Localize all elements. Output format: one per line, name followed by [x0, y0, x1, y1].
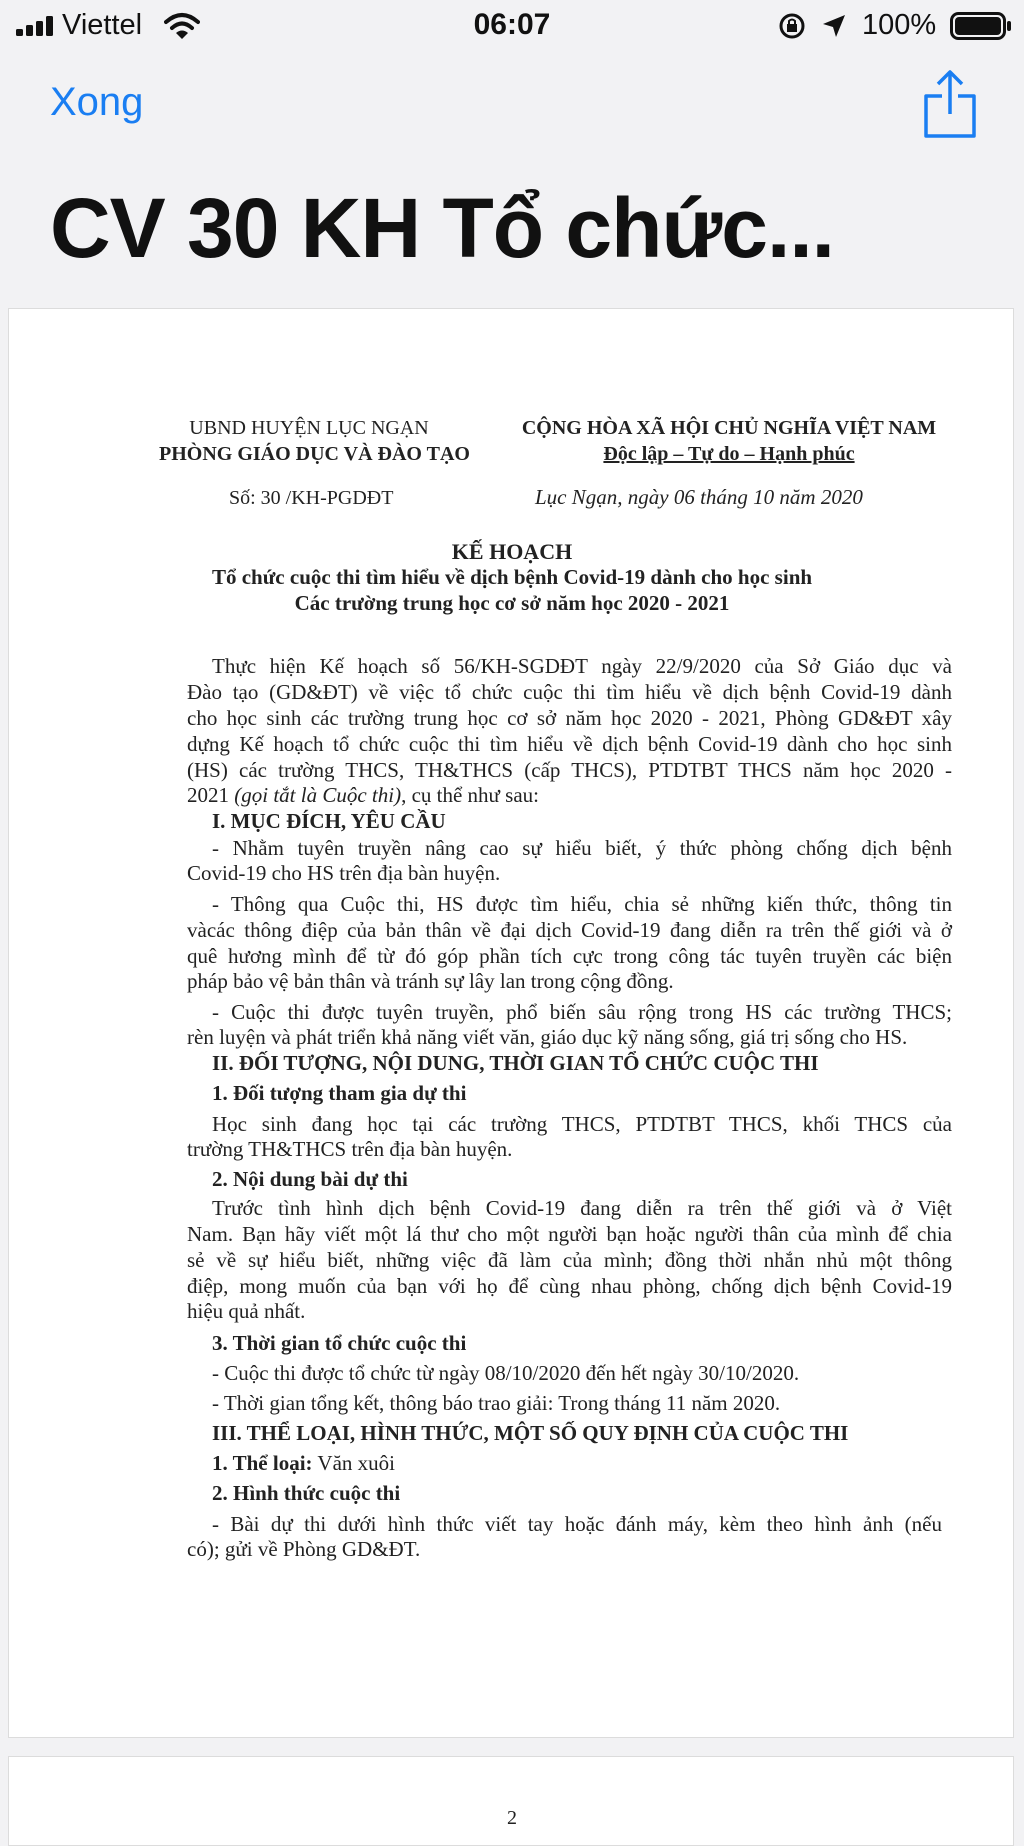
sec2-2-line: sẻ về sự hiểu biết, những việc đã làm của mình; đồng thời nhắn nhủ một thông — [187, 1248, 952, 1272]
sec1-p3-line: - Cuộc thi được tuyên truyền, phổ biến sâu rộng trong HS các trường THCS; — [212, 1000, 952, 1024]
sec2-2-line: điệp, mong muốn của bạn với họ để cùng nhau phòng, chống dịch bệnh Covid-19 — [187, 1274, 952, 1298]
header-left-line1: UBND HUYỆN LỤC NGẠN — [189, 417, 429, 439]
sec2-3-line: - Thời gian tổng kết, thông báo trao giải: Trong tháng 11 năm 2020. — [212, 1391, 781, 1415]
header-left-line2: PHÒNG GIÁO DỤC VÀ ĐÀO TẠO — [159, 443, 470, 465]
sec1-p2-line: vàcác thông điệp của bản thân về đại dịch Covid-19 đang diễn ra trên thế giới và ở — [187, 918, 952, 942]
battery-icon — [950, 12, 1012, 40]
section3-2-heading: 2. Hình thức cuộc thi — [212, 1481, 401, 1505]
page-number: 2 — [507, 1807, 517, 1829]
sec3-2-line: - Bài dự thi dưới hình thức viết tay hoặc đánh máy, kèm theo hình ảnh (nếu — [212, 1512, 942, 1536]
intro-line: (HS) các trường THCS, TH&THCS (cấp THCS), PTDTBT THCS năm học 2020 - — [187, 758, 952, 782]
sec2-2-line: Nam. Bạn hãy viết một lá thư cho một người bạn hoặc người thân của mình để chia — [187, 1222, 952, 1246]
sec1-p2-line: pháp bảo vệ bản thân và tránh sự lây lan trong cộng đồng. — [187, 969, 674, 993]
status-time: 06:07 — [473, 8, 551, 41]
sec1-p3-line: rèn luyện và phát triển khả năng viết văn, giáo dục kỹ năng sống, giá trị sống cho HS. — [187, 1025, 908, 1049]
document-content — [9, 309, 1015, 1739]
section3-1-line: 1. Thể loại: Văn xuôi — [212, 1451, 395, 1475]
sec2-3-line: - Cuộc thi được tổ chức từ ngày 08/10/2020 đến hết ngày 30/10/2020. — [212, 1361, 800, 1385]
section1-heading: I. MỤC ĐÍCH, YÊU CẦU — [212, 809, 446, 833]
section2-heading: II. ĐỐI TƯỢNG, NỘI DUNG, THỜI GIAN TỔ CHỨC CUỘC THI — [212, 1051, 819, 1075]
sec1-p2-line: quê hương mình để từ đó góp phần tích cực trong công tác tuyên truyền các biện — [187, 944, 952, 968]
intro-line: cho học sinh các trường trung học cơ sở năm học 2020 - 2021, Phòng GD&ĐT xây — [187, 706, 952, 730]
intro-line: dựng Kế hoạch tổ chức cuộc thi tìm hiểu về dịch bệnh Covid-19 dành cho học sinh — [187, 732, 952, 756]
document-page[interactable] — [8, 308, 1014, 1738]
carrier-name: Viettel — [62, 9, 143, 41]
header-right-line2: Độc lập – Tự do – Hạnh phúc — [603, 443, 855, 465]
subtitle-line1: Tổ chức cuộc thi tìm hiểu về dịch bệnh Covid-19 dành cho học sinh — [211, 565, 813, 589]
document-title: CV 30 KH Tổ chức... — [50, 181, 835, 275]
battery-percent: 100% — [862, 9, 937, 41]
plan-title: KẾ HOẠCH — [451, 539, 573, 564]
sec2-1-line: trường TH&THCS trên địa bàn huyện. — [187, 1137, 513, 1161]
rotation-lock-icon — [778, 12, 806, 40]
sec3-2-line: có); gửi về Phòng GD&ĐT. — [187, 1537, 421, 1561]
sec1-p2-line: - Thông qua Cuộc thi, HS được tìm hiểu, chia sẻ những kiến thức, thông tin — [212, 892, 952, 916]
date-line: Lục Ngạn, ngày 06 tháng 10 năm 2020 — [535, 485, 863, 509]
intro-line: Đào tạo (GD&ĐT) về việc tổ chức cuộc thi tìm hiểu về dịch bệnh Covid-19 dành — [187, 680, 952, 704]
location-icon — [820, 12, 848, 40]
sec2-1-line: Học sinh đang học tại các trường THCS, PTDTBT THCS, khối THCS của — [212, 1112, 952, 1136]
subtitle-line2: Các trường trung học cơ sở năm học 2020 - 2021 — [294, 591, 730, 615]
status-bar — [0, 0, 1024, 52]
intro-last-line: 2021 (gọi tắt là Cuộc thi), cụ thể như sau: — [187, 783, 540, 807]
intro-line: Thực hiện Kế hoạch số 56/KH-SGDĐT ngày 22/9/2020 của Sở Giáo dục và — [212, 654, 952, 678]
sec1-p1-line: - Nhằm tuyên truyền nâng cao sự hiểu biết, ý thức phòng chống dịch bệnh — [212, 836, 952, 860]
section2-1-heading: 1. Đối tượng tham gia dự thi — [212, 1081, 467, 1105]
section2-3-heading: 3. Thời gian tổ chức cuộc thi — [212, 1331, 467, 1355]
sec1-p1-line: Covid-19 cho HS trên địa bàn huyện. — [187, 861, 501, 885]
doc-number: Số: 30 /KH-PGDĐT — [229, 487, 394, 509]
document-page-2[interactable] — [8, 1756, 1014, 1846]
section3-heading: III. THỂ LOẠI, HÌNH THỨC, MỘT SỐ QUY ĐỊNH CỦA CUỘC THI — [212, 1421, 849, 1445]
header-right-line1: CỘNG HÒA XÃ HỘI CHỦ NGHĨA VIỆT NAM — [521, 417, 937, 439]
section2-2-heading: 2. Nội dung bài dự thi — [212, 1167, 408, 1191]
sec2-2-line: hiệu quả nhất. — [187, 1299, 306, 1323]
share-icon[interactable] — [922, 68, 978, 140]
sec2-2-line: Trước tình hình dịch bệnh Covid-19 đang diễn ra trên thế giới và ở Việt — [212, 1196, 952, 1220]
done-button[interactable]: Xong — [50, 80, 144, 124]
